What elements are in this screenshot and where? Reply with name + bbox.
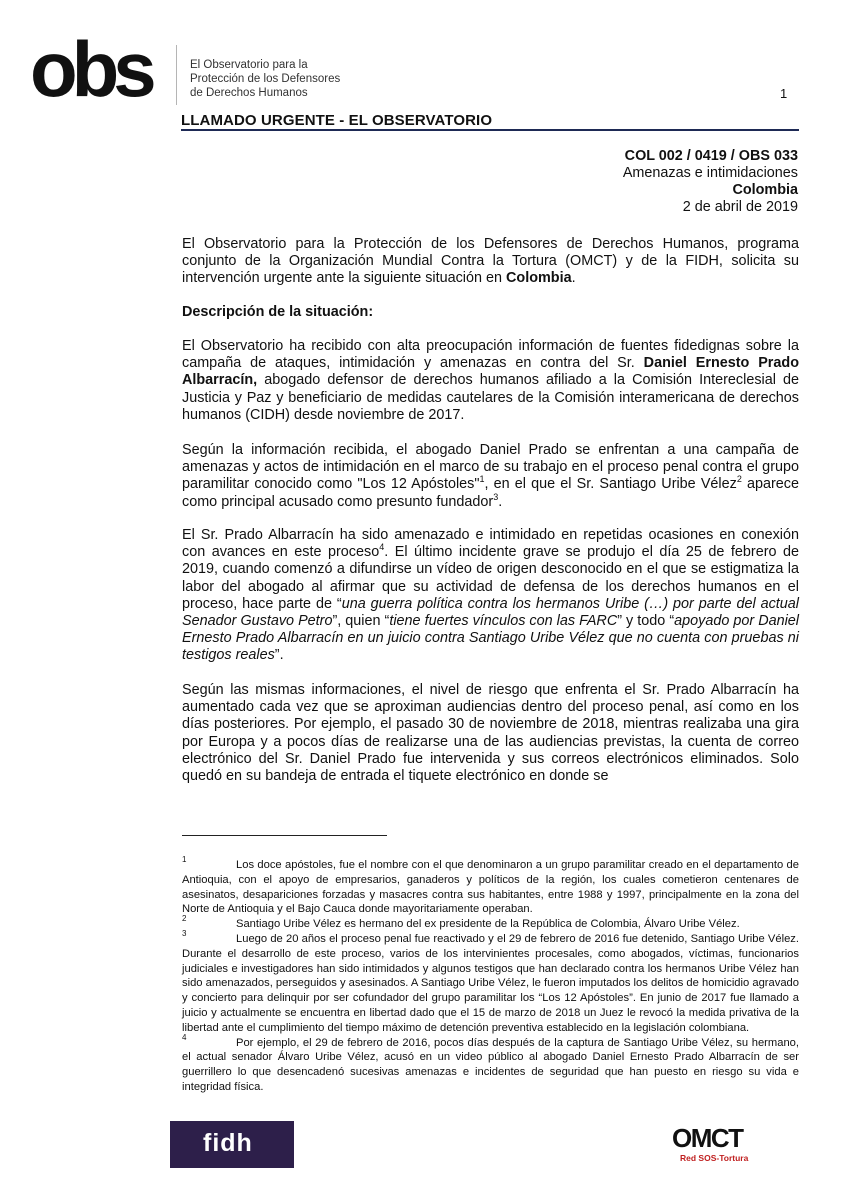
paragraph-2: [182, 442, 799, 511]
footnotes: [182, 855, 799, 1095]
p3-quote-1: una guerra política contra los hermanos Uribe (…) por parte del actual Senador Gustavo Petro: [182, 595, 800, 630]
p2-text-a: Según la información recibida, el abogado Daniel Prado se enfrentan a una campaña de amenazas y actos de intimidación en el marco de su trabajo en el proceso penal contra el grupo paramilitar conocido como "Los 12 Apóstoles": [182, 442, 799, 493]
subject-line: Amenazas e intimidaciones: [622, 165, 798, 181]
footnote-ref-2[interactable]: 2: [736, 474, 742, 485]
p1-text-b: abogado defensor de derechos humanos afiliado a la Comisión Intereclesial de Justicia y Paz y beneficiario de medidas cautelares de la Comisión interamericana de derechos humanos (CIDH) desde noviembre de 2017.: [182, 372, 799, 423]
reference-code: COL 002 / 0419 / OBS 033: [624, 148, 798, 164]
paragraph-3: [182, 527, 799, 665]
footnote-text: Por ejemplo, el 29 de febrero de 2016, pocos días después de la captura de Santiago Uribe Vélez, su hermano, el actual senador Álvaro Uribe Vélez, acusó en un video público al abogado Daniel Ernesto Prado Albarracín de ser guerrillero lo que desencadenó sucesivas amenazas e incidentes de seguridad que han puesto en riesgo su vida e integridad física.: [182, 1036, 799, 1093]
footnote-number: 4: [182, 1032, 187, 1042]
paragraph-4: Según las mismas informaciones, el nivel de riesgo que enfrenta el Sr. Prado Albarracín ha aumentado cada vez que se aproximan audiencias dentro del proceso penal, así como en los días posteriores. Por ejemplo, el pasado 30 de noviembre de 2018, mientras realizaba una gira por Europa y a pocos días de realizarse una de las audiencias previstas, la cuenta de correo electrónico del Sr. Daniel Prado fue intervenida y sus correos electrónicos eliminados. Solo quedó en su bandeja de entrada el tiquete electrónico en donde se: [182, 682, 799, 785]
intro-end: .: [571, 270, 576, 287]
p2-text-d: .: [498, 493, 503, 510]
omct-logo-text: OMCT: [672, 1123, 743, 1153]
date-line: 2 de abril de 2019: [682, 199, 798, 215]
footnote-2: [182, 914, 799, 932]
fidh-logo: [170, 1121, 294, 1168]
footnote-text: Santiago Uribe Vélez es hermano del ex presidente de la República de Colombia, Álvaro Uribe Vélez.: [236, 918, 740, 931]
obs-logo-text: obs: [30, 38, 151, 108]
section-heading: Descripción de la situación:: [182, 304, 374, 320]
footnote-ref-1[interactable]: 1: [479, 474, 485, 485]
footnote-separator: [182, 835, 387, 836]
country-line: Colombia: [732, 182, 798, 198]
org-line-2: Protección de los Defensores: [190, 73, 341, 85]
p1-defender-name: Daniel Ernesto Prado Albarracín,: [182, 355, 799, 389]
footnote-ref-4[interactable]: 4: [379, 542, 385, 553]
footnote-ref-3[interactable]: 3: [493, 491, 499, 502]
p3-text-e: ”.: [274, 647, 284, 664]
org-line-1: El Observatorio para la: [190, 59, 308, 71]
footnote-text: Luego de 20 años el proceso penal fue reactivado y el 29 de febrero de 2016 fue detenido, Santiago Uribe Vélez. Durante el desarrollo de este proceso, varios de los intervinientes procesales, como abogados, víctimas, funcionarios judiciales e investigadores han sido intimidados y algunos testigos que han declarado contra los hermanos Uribe Vélez han sido amenazados, perseguidos y asesinados. A Santiago Uribe Vélez, le fueron imputados los delitos de homicidio agravado y concierto para delinquir por ser cofundador del grupo paramilitar los “Los 12 Apóstoles”. En junio de 2017 fue llamado a juicio y actualmente se encuentra en libertad dado que el 15 de marzo de 2018 un Juez le revocó la medida privativa de la libertad ante el cumplimiento del tiempo máximo de detención preventiva establecido en la legislación colombiana.: [182, 932, 799, 1034]
footnote-4: [182, 1032, 799, 1095]
intro-country: Colombia: [506, 270, 572, 287]
org-line-3: de Derechos Humanos: [190, 87, 308, 99]
p3-quote-3: apoyado por Daniel Ernesto Prado Albarracín en un juicio contra Santiago Uribe Vélez que no cuenta con pruebas ni testigos reales: [182, 613, 799, 664]
footnote-number: 3: [182, 928, 187, 938]
p2-text-c: aparece como principal acusado como presunto fundador: [182, 476, 799, 510]
document-title: LLAMADO URGENTE - EL OBSERVATORIO: [181, 112, 493, 129]
page-number: 1: [780, 86, 788, 101]
p1-text-a: El Observatorio ha recibido con alta preocupación información de fuentes fidedignas sobre la campaña de ataques, intimidación y amenazas en contra del Sr.: [182, 338, 799, 372]
p2-text-b: , en el que el Sr. Santiago Uribe Vélez: [484, 476, 737, 493]
footnote-3: [182, 928, 799, 1036]
reference-block: [623, 148, 798, 216]
organization-name: [190, 58, 340, 100]
footnote-number: 1: [182, 855, 187, 864]
p3-text-c: ”, quien “: [332, 613, 390, 630]
logo-divider: [176, 45, 177, 105]
fidh-logo-text: fidh: [203, 1129, 253, 1157]
omct-logo: [672, 1123, 758, 1169]
obs-logo-graphic: [30, 38, 170, 108]
intro-paragraph: [182, 236, 799, 288]
p3-text-d: ” y todo “: [617, 613, 675, 630]
paragraph-1: [182, 338, 799, 424]
omct-subtitle: Red SOS-Tortura: [680, 1153, 749, 1163]
obs-logo: [30, 38, 170, 108]
footnote-1: [182, 855, 799, 917]
title-underline: [181, 129, 799, 131]
p3-quote-2: tiene fuertes vínculos con las FARC: [389, 613, 618, 630]
p3-text-b: . El último incidente grave se produjo el día 25 de febrero de 2019, cuando comenzó a difundirse un vídeo de origen desconocido en el que se estigmatiza la labor del abogado al afirmar que su actividad de defensa de los derechos humanos en el proceso, hace parte de “: [182, 544, 799, 612]
p3-text-a: El Sr. Prado Albarracín ha sido amenazado e intimidado en repetidas ocasiones en conexión con avances en este proceso: [182, 527, 799, 561]
footnote-number: 2: [182, 914, 187, 924]
footnote-text: Los doce apóstoles, fue el nombre con el que denominaron a un grupo paramilitar creado en el departamento de Antioquia, con el apoyo de empresarios, ganaderos y políticos de la región, los cuales cometieron centenares de asesinatos, desapariciones forzadas y masacres contra sus habitantes, entre 1988 y 1997, principalmente en la zona del Norte de Antioquia y el Bajo Cauca donde mayoritariamente operaban.: [182, 859, 799, 916]
intro-text: El Observatorio para la Protección de los Defensores de Derechos Humanos, programa conjunto de la Organización Mundial Contra la Tortura (OMCT) y de la FIDH, solicita su intervención urgente ante la siguiente situación en: [182, 236, 799, 287]
